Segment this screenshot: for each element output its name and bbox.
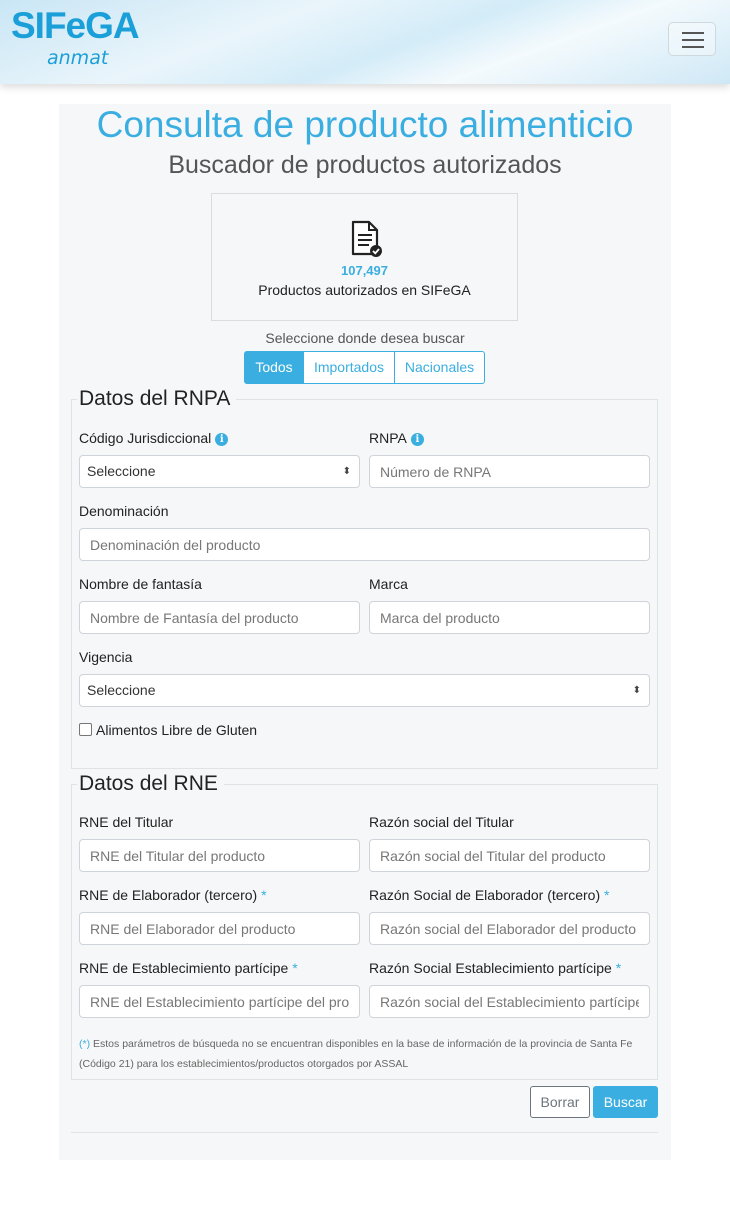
fantasia-label: Nombre de fantasía: [79, 576, 202, 592]
marca-input[interactable]: [369, 601, 650, 634]
clear-button[interactable]: Borrar: [530, 1086, 590, 1118]
document-check-icon: [349, 220, 383, 258]
razon-elaborador-input[interactable]: [369, 912, 650, 945]
sifega-logo[interactable]: [11, 6, 146, 76]
scope-importados-button[interactable]: Importados: [304, 351, 395, 384]
rnpa-label: RNPA i: [369, 429, 424, 447]
razon-titular-label: Razón social del Titular: [369, 814, 514, 830]
fantasia-input[interactable]: [79, 601, 360, 634]
rnpa-legend: Datos del RNPA: [77, 386, 236, 412]
rne-titular-input[interactable]: [79, 839, 360, 872]
select-arrows-icon: ⬍: [342, 466, 351, 477]
vigencia-label: Vigencia: [79, 649, 133, 665]
select-arrows-icon: ⬍: [632, 685, 641, 696]
rne-footnote: (*) Estos parámetros de búsqueda no se encuentran disponibles en la base de información de la provincia de Santa Fe (Código 21) para los establecimientos/productos otorgados por ASSAL: [79, 1038, 633, 1070]
rne-elaborador-label: RNE de Elaborador (tercero) *: [79, 887, 267, 903]
rne-legend: Datos del RNE: [77, 771, 224, 797]
info-icon[interactable]: i: [215, 433, 228, 446]
codigo-label: Código Jurisdiccional i: [79, 429, 228, 447]
rne-establecimiento-input[interactable]: [79, 985, 360, 1018]
scope-prompt: Seleccione donde desea buscar: [265, 330, 465, 346]
codigo-select[interactable]: Seleccione ⬍: [79, 455, 360, 488]
vigencia-select[interactable]: Seleccione ⬍: [79, 674, 650, 707]
footer-divider: [71, 1132, 658, 1133]
marca-label: Marca: [369, 576, 408, 592]
rne-elaborador-input[interactable]: [79, 912, 360, 945]
gluten-free-label[interactable]: Alimentos Libre de Gluten: [96, 722, 258, 738]
razon-titular-input[interactable]: [369, 839, 650, 872]
razon-establecimiento-input[interactable]: [369, 985, 650, 1018]
page-subtitle: Buscador de productos autorizados: [168, 151, 562, 179]
authorized-products-stat: [211, 193, 518, 321]
logo-subtext: anmat: [47, 47, 109, 69]
products-count: 107,497: [341, 263, 388, 278]
razon-establecimiento-label: Razón Social Establecimiento partícipe *: [369, 960, 622, 976]
products-count-label: Productos autorizados en SIFeGA: [258, 282, 471, 298]
rne-establecimiento-label: RNE de Establecimiento partícipe *: [79, 960, 298, 976]
menu-toggle-button[interactable]: [668, 22, 716, 56]
rne-titular-label: RNE del Titular: [79, 814, 174, 830]
scope-todos-button[interactable]: Todos: [244, 351, 304, 384]
denominacion-label: Denominación: [79, 503, 169, 519]
rnpa-input[interactable]: [369, 455, 650, 488]
logo-text: SIFeGA: [11, 5, 139, 46]
denominacion-input[interactable]: [79, 528, 650, 561]
gluten-free-checkbox[interactable]: [79, 723, 92, 736]
search-button[interactable]: Buscar: [593, 1086, 658, 1118]
page-title: Consulta de producto alimenticio: [96, 104, 634, 145]
razon-elaborador-label: Razón Social de Elaborador (tercero) *: [369, 887, 610, 903]
info-icon[interactable]: i: [411, 433, 424, 446]
scope-nacionales-button[interactable]: Nacionales: [395, 351, 485, 384]
hamburger-icon: [682, 32, 704, 34]
top-navbar: [0, 0, 730, 84]
scope-button-group: [244, 351, 485, 384]
